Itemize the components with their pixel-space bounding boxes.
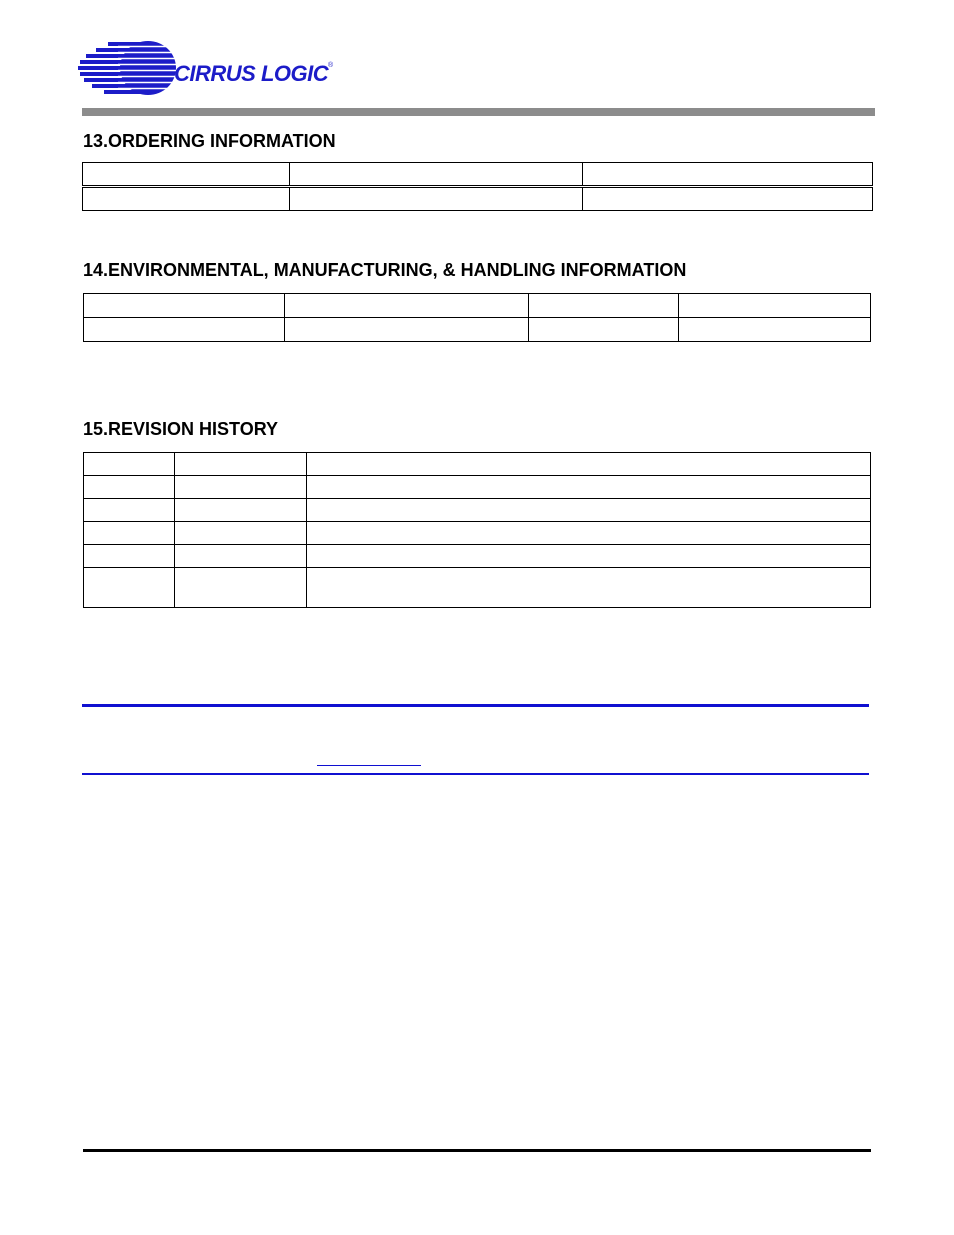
- table-row: [84, 568, 871, 608]
- table-cell: [285, 294, 529, 318]
- table-cell: [307, 453, 871, 476]
- table-cell: [679, 294, 871, 318]
- ordering-table: [82, 162, 873, 211]
- table-cell: [84, 476, 175, 499]
- table-cell: [175, 522, 307, 545]
- revision-history-table: [83, 452, 871, 608]
- environmental-table: [83, 293, 871, 342]
- table-cell: [583, 187, 873, 211]
- table-cell: [679, 318, 871, 342]
- section-heading-ordering: 13.ORDERING INFORMATION: [83, 131, 336, 151]
- web-link[interactable]: [317, 765, 421, 766]
- table-row: [84, 453, 871, 476]
- table-cell: [307, 545, 871, 568]
- contact-box-bottom-rule: [82, 773, 869, 775]
- table-cell: [307, 568, 871, 608]
- table-cell: [290, 187, 583, 211]
- table-cell: [83, 163, 290, 187]
- table-cell: [175, 545, 307, 568]
- table-cell: [84, 522, 175, 545]
- table-row: [84, 499, 871, 522]
- table-cell: [529, 318, 679, 342]
- table-cell: [84, 499, 175, 522]
- table-row: [84, 545, 871, 568]
- table-cell: [307, 522, 871, 545]
- table-row: [84, 476, 871, 499]
- table-row: [83, 187, 873, 211]
- section-heading-revision: 15.REVISION HISTORY: [83, 419, 279, 439]
- table-cell: [290, 163, 583, 187]
- table-cell: [84, 568, 175, 608]
- table-cell: [83, 187, 290, 211]
- table-row: [84, 318, 871, 342]
- table-cell: [175, 476, 307, 499]
- header-rule: [82, 108, 875, 116]
- table-cell: [529, 294, 679, 318]
- contact-box-top-rule: [82, 704, 869, 707]
- table-cell: [84, 294, 285, 318]
- table-cell: [583, 163, 873, 187]
- table-cell: [84, 318, 285, 342]
- table-cell: [84, 453, 175, 476]
- footer-rule: [83, 1149, 871, 1152]
- logo-registered-mark: ®: [328, 62, 334, 69]
- table-row: [83, 163, 873, 187]
- cirrus-logic-logo: [78, 40, 338, 102]
- table-row: [84, 294, 871, 318]
- table-cell: [175, 453, 307, 476]
- table-cell: [175, 568, 307, 608]
- table-cell: [175, 499, 307, 522]
- table-row: [84, 522, 871, 545]
- table-cell: [84, 545, 175, 568]
- logo-wordmark: CIRRUS LOGIC: [174, 61, 329, 86]
- table-cell: [307, 476, 871, 499]
- section-heading-environmental: 14.ENVIRONMENTAL, MANUFACTURING, & HANDLING INFORMATION: [83, 260, 687, 280]
- table-cell: [285, 318, 529, 342]
- table-cell: [307, 499, 871, 522]
